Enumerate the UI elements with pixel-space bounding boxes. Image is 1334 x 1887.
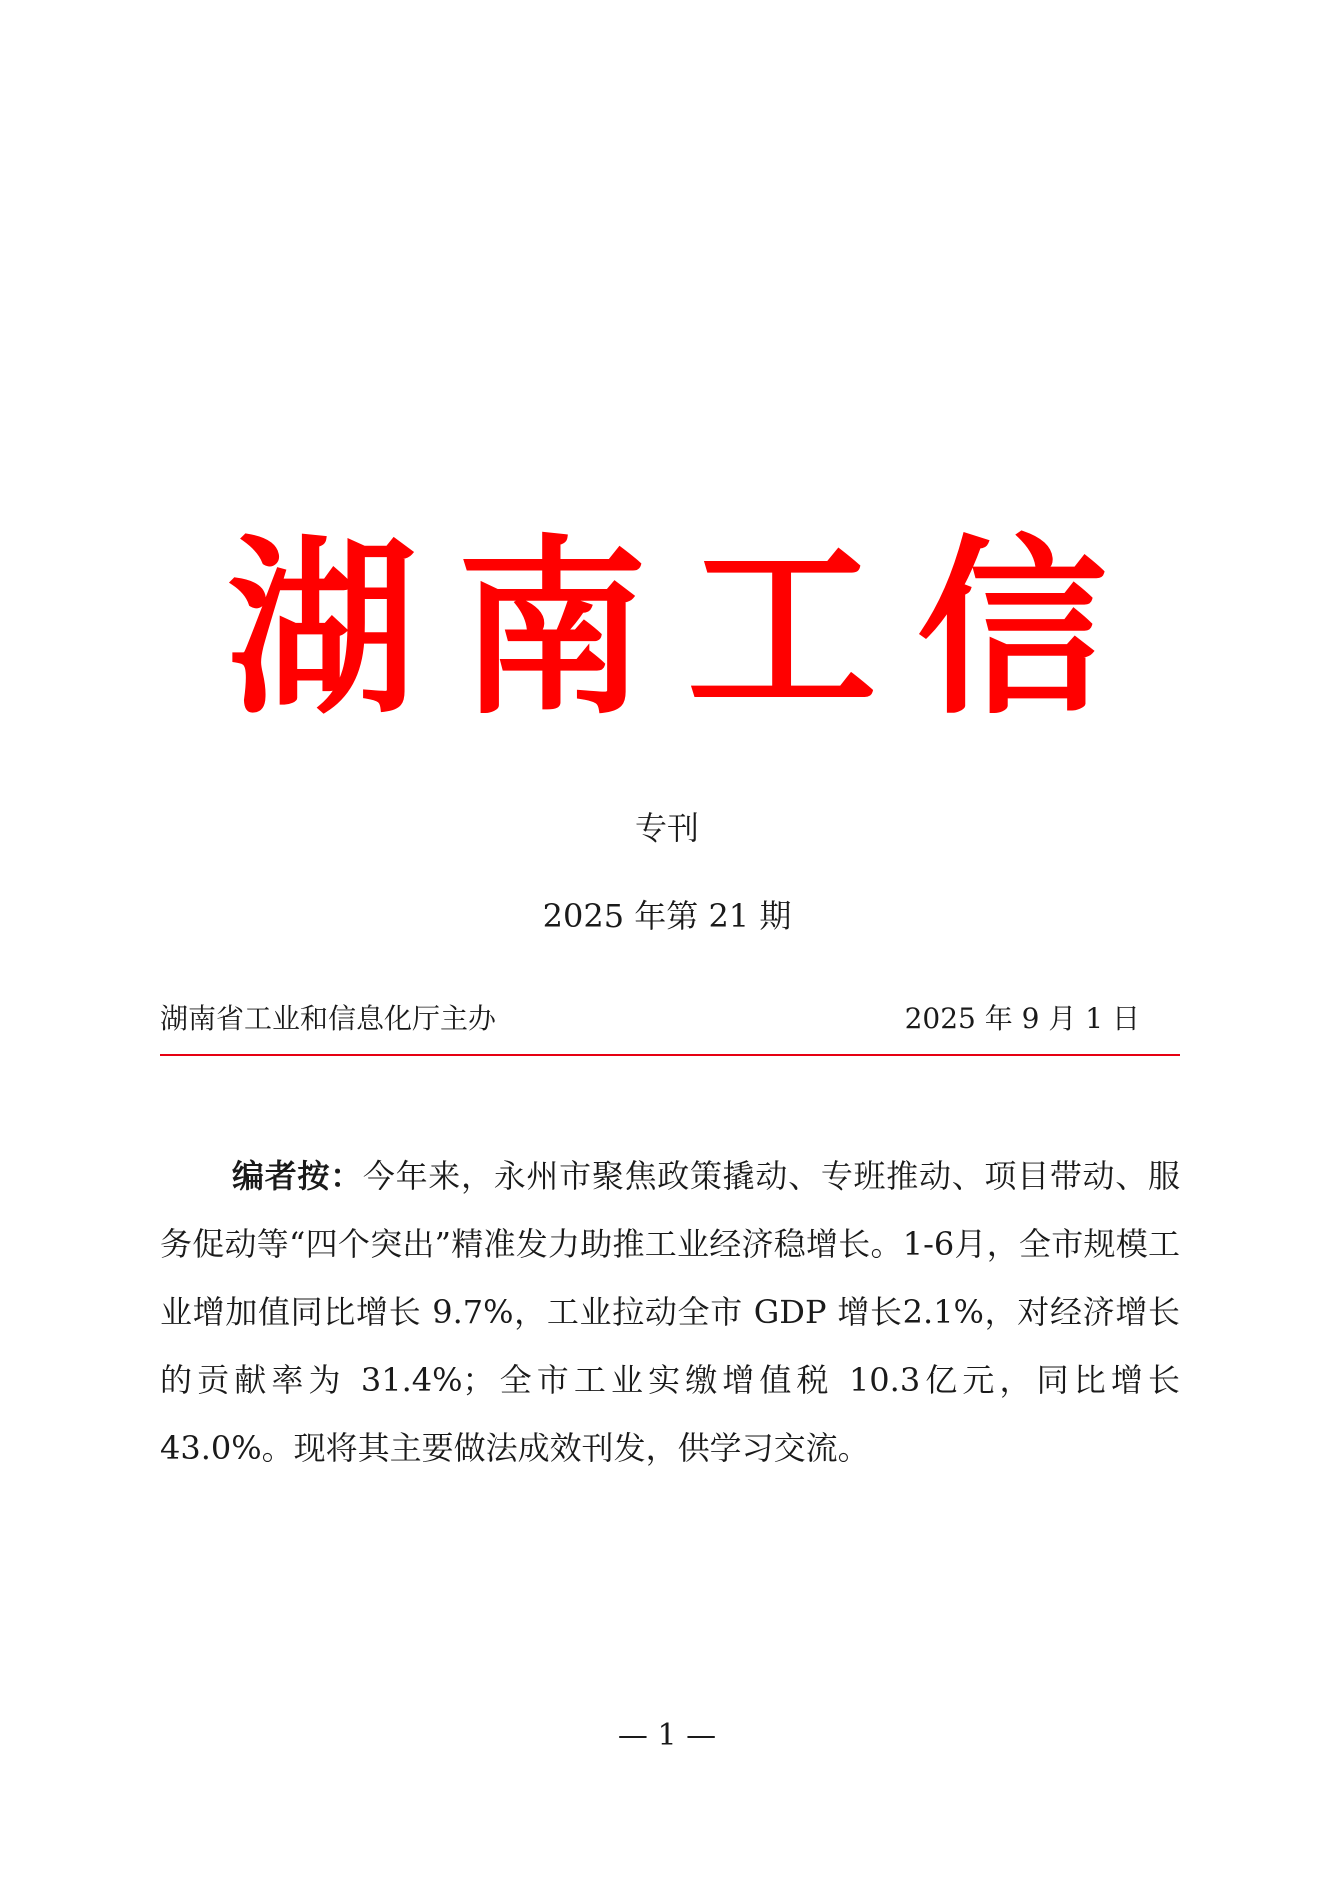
header-divider xyxy=(160,1054,1180,1056)
editor-note xyxy=(160,1142,1180,1482)
page-number: — 1 — xyxy=(617,1718,717,1753)
publisher-name: 湖南省工业和信息化厅主办 xyxy=(160,1002,497,1035)
editor-note-text: 今年来，永州市聚焦政策撬动、专班推动、项目带动、服务促动等“四个突出”精准发力助推工业经济稳增长。1-6月，全市规模工业增加值同比增长 9.7%，工业拉动全市 GDP 增长2.1%，对经济增长的贡献率为 31.4%；全市工业实缴增值税 10.3亿元，同比增长 43.0%。现将其主要做法成效刊发，供学习交流。 xyxy=(160,1157,1180,1467)
publisher-row xyxy=(160,998,1180,1040)
publish-date: 2025 年 9 月 1 日 xyxy=(904,1002,1140,1035)
issue-number: 2025 年第 21 期 xyxy=(542,897,792,935)
special-edition-label: 专刊 xyxy=(634,809,699,847)
masthead-title: 湖南工信 xyxy=(226,519,1147,740)
editor-note-label: 编者按： xyxy=(232,1157,363,1195)
